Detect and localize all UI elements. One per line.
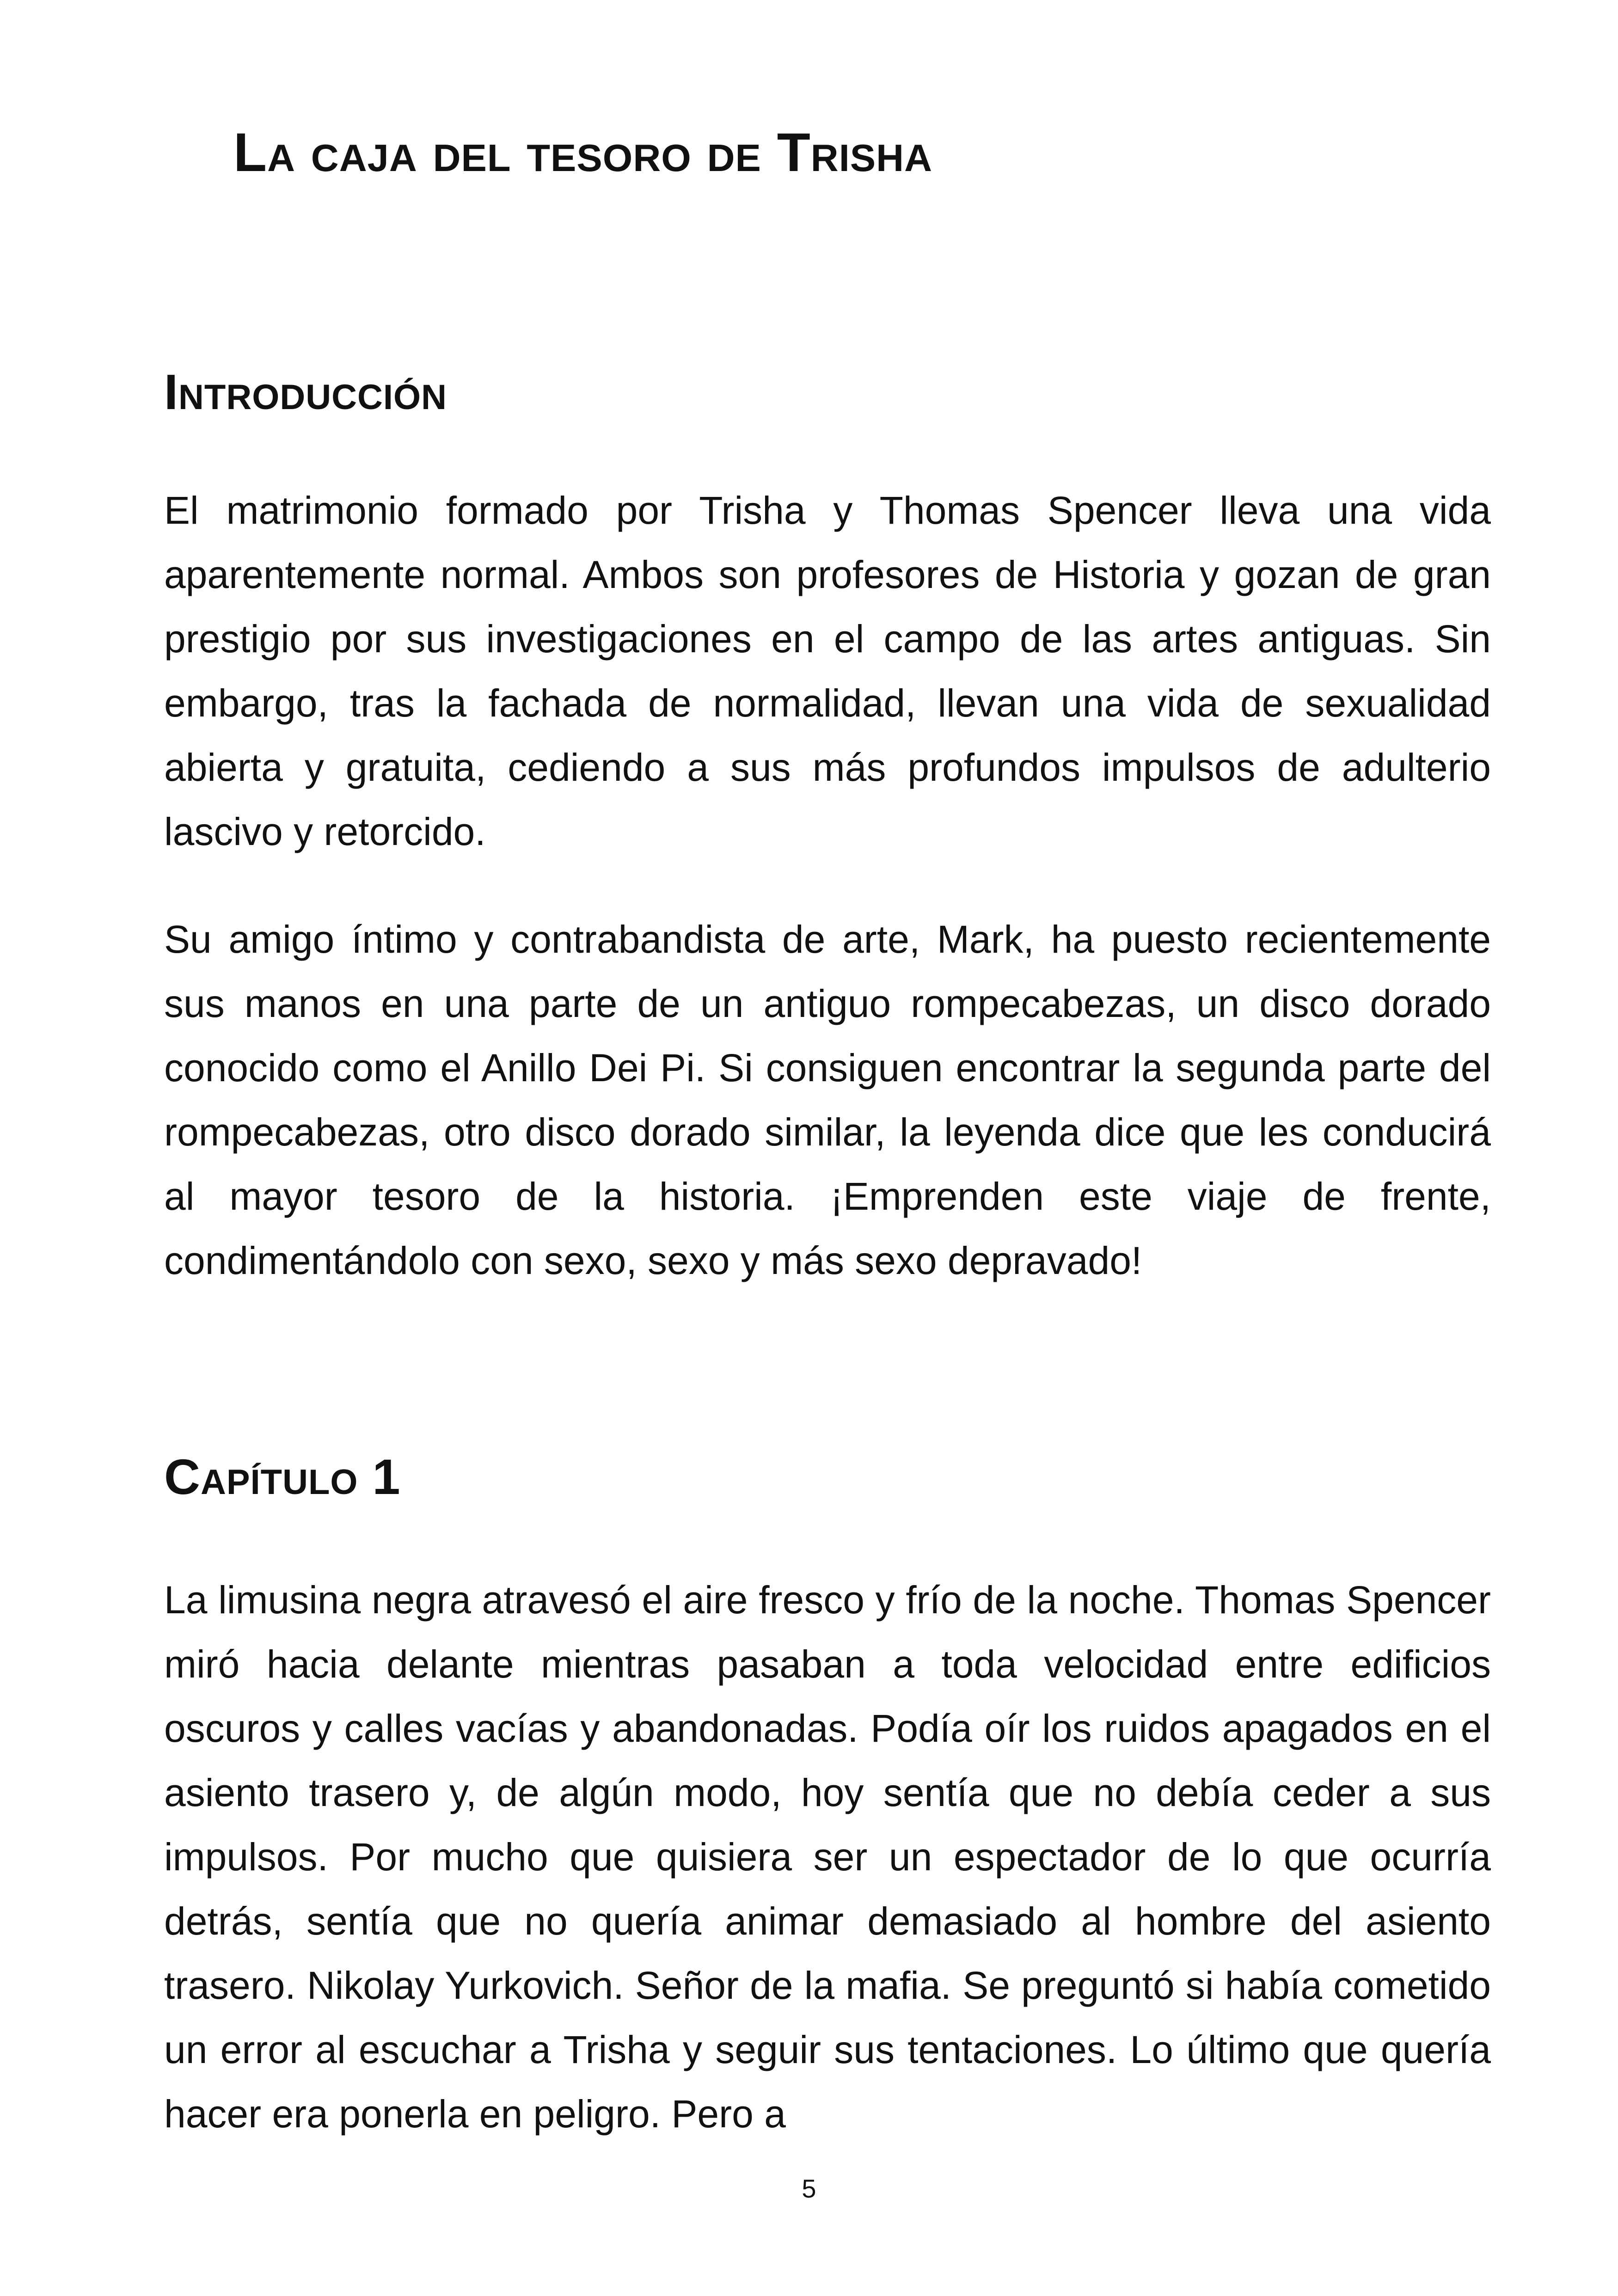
introduction-paragraph-2: Su amigo íntimo y contrabandista de arte, Mark, ha puesto recientemente sus manos en una parte de un antiguo rompecabezas, un disco dorado conocido como el Anillo Dei Pi. Si consiguen encontrar la segunda parte del rompecabezas, otro disco dorado similar, la leyenda dice que les conducirá al mayor tesoro de la historia. ¡Emprenden este viaje de frente, condimentándolo con sexo, sexo y más sexo depravado! [164,918,1491,1282]
page-number: 5 [802,2174,816,2203]
book-title: La caja del tesoro de Trisha [233,122,933,183]
introduction-paragraph-1: El matrimonio formado por Trisha y Thomas Spencer lleva una vida aparentemente normal. Ambos son profesores de Historia y gozan de gran prestigio por sus investigaciones en el campo de las artes antiguas. Sin embargo, tras la fachada de normalidad, llevan una vida de sexualidad abierta y gratuita, cediendo a sus más profundos impulsos de adulterio lascivo y retorcido. [164,489,1491,853]
introduction-heading: Introducción [164,364,447,420]
chapter-1-heading: Capítulo 1 [164,1449,401,1505]
chapter-1-paragraph-1: La limusina negra atravesó el aire fresco y frío de la noche. Thomas Spencer miró hacia delante mientras pasaban a toda velocidad entre edificios oscuros y calles vacías y abandonadas. Podía oír los ruidos apagados en el asiento trasero y, de algún modo, hoy sentía que no debía ceder a sus impulsos. Por mucho que quisiera ser un espectador de lo que ocurría detrás, sentía que no quería animar demasiado al hombre del asiento trasero. Nikolay Yurkovich. Señor de la mafia. Se preguntó si había cometido un error al escuchar a Trisha y seguir sus tentaciones. Lo último que quería hacer era ponerla en peligro. Pero a [164,1578,1491,2136]
